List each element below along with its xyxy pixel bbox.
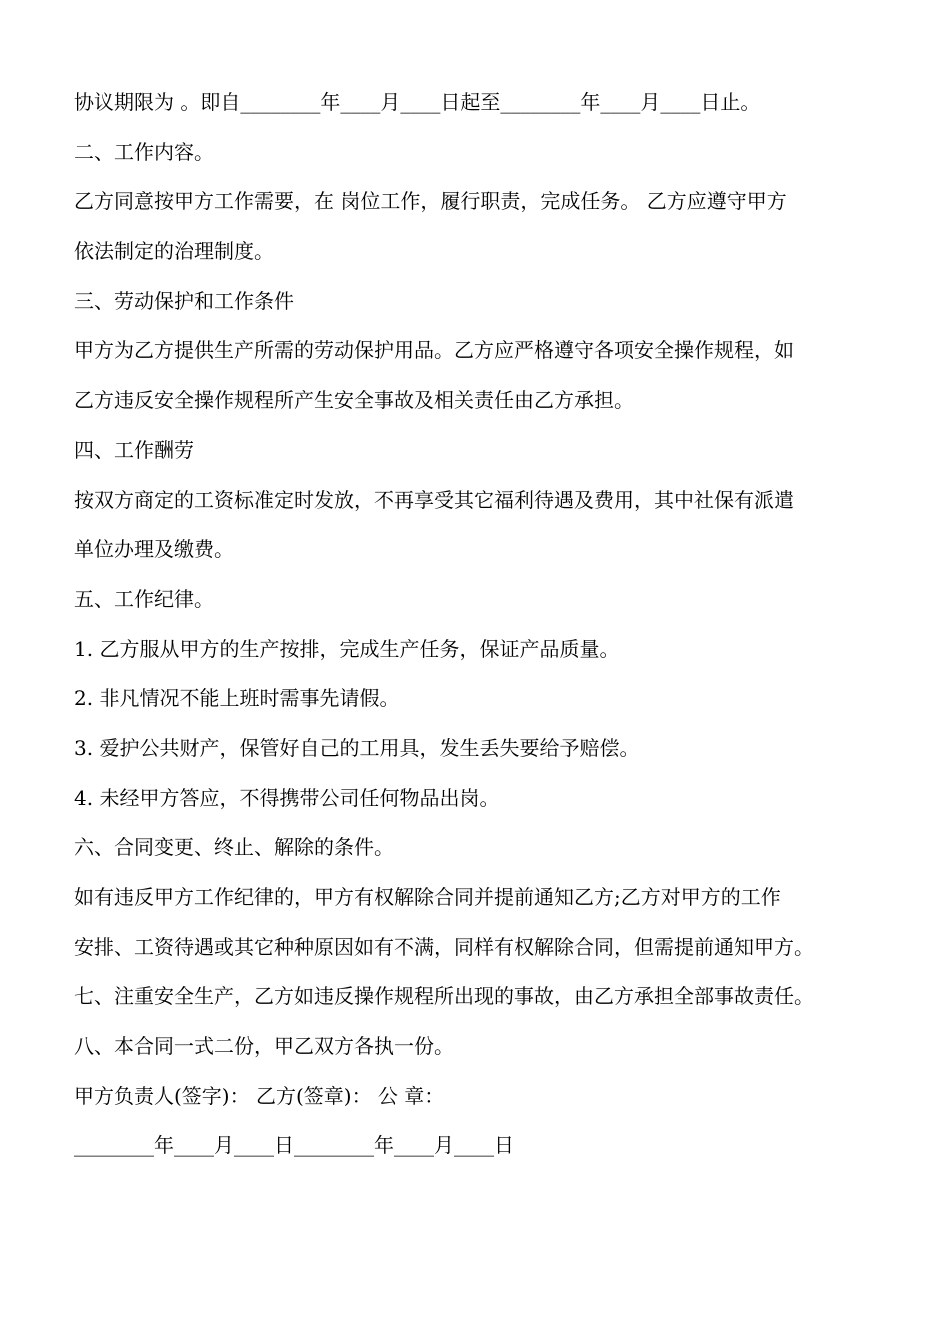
section-heading: 四、工作酬劳 — [74, 437, 194, 462]
date-line: ________年____月____日________年____月____日 — [74, 1133, 514, 1158]
text-line: 单位办理及缴费。 — [74, 537, 234, 562]
section-heading: 八、本合同一式二份，甲乙双方各执一份。 — [74, 1034, 454, 1059]
text-line: 安排、工资待遇或其它种种原因如有不满，同样有权解除合同，但需提前通知甲方。 — [74, 934, 814, 959]
text-line: 乙方违反安全操作规程所产生安全事故及相关责任由乙方承担。 — [74, 388, 634, 413]
text-line: 按双方商定的工资标准定时发放，不再享受其它福利待遇及费用，其中社保有派遣 — [74, 487, 794, 512]
list-item: 1. 乙方服从甲方的生产按排，完成生产任务，保证产品质量。 — [74, 636, 620, 661]
document-body — [74, 82, 884, 1175]
section-heading: 七、注重安全生产，乙方如违反操作规程所出现的事故，由乙方承担全部事故责任。 — [74, 984, 814, 1009]
list-item: 2. 非凡情况不能上班时需事先请假。 — [74, 686, 400, 711]
text-line: 协议期限为 。即自________年____月____日起至________年____月____日止。 — [74, 90, 761, 114]
section-heading: 三、劳动保护和工作条件 — [74, 288, 294, 313]
signature-line: 甲方负责人(签字)： 乙方(签章)： 公 章： — [74, 1083, 445, 1108]
text-line: 依法制定的治理制度。 — [74, 239, 274, 264]
section-heading: 六、合同变更、终止、解除的条件。 — [74, 835, 394, 860]
list-item: 4. 未经甲方答应，不得携带公司任何物品出岗。 — [74, 785, 500, 810]
text-line: 如有违反甲方工作纪律的，甲方有权解除合同并提前通知乙方;乙方对甲方的工作 — [74, 885, 781, 909]
text-line: 乙方同意按甲方工作需要，在 岗位工作，履行职责，完成任务。 乙方应遵守甲方 — [74, 189, 787, 214]
section-heading: 二、工作内容。 — [74, 139, 214, 164]
text-line: 甲方为乙方提供生产所需的劳动保护用品。乙方应严格遵守各项安全操作规程，如 — [74, 338, 794, 363]
list-item: 3. 爱护公共财产，保管好自己的工用具，发生丢失要给予赔偿。 — [74, 735, 640, 760]
section-heading: 五、工作纪律。 — [74, 586, 214, 611]
